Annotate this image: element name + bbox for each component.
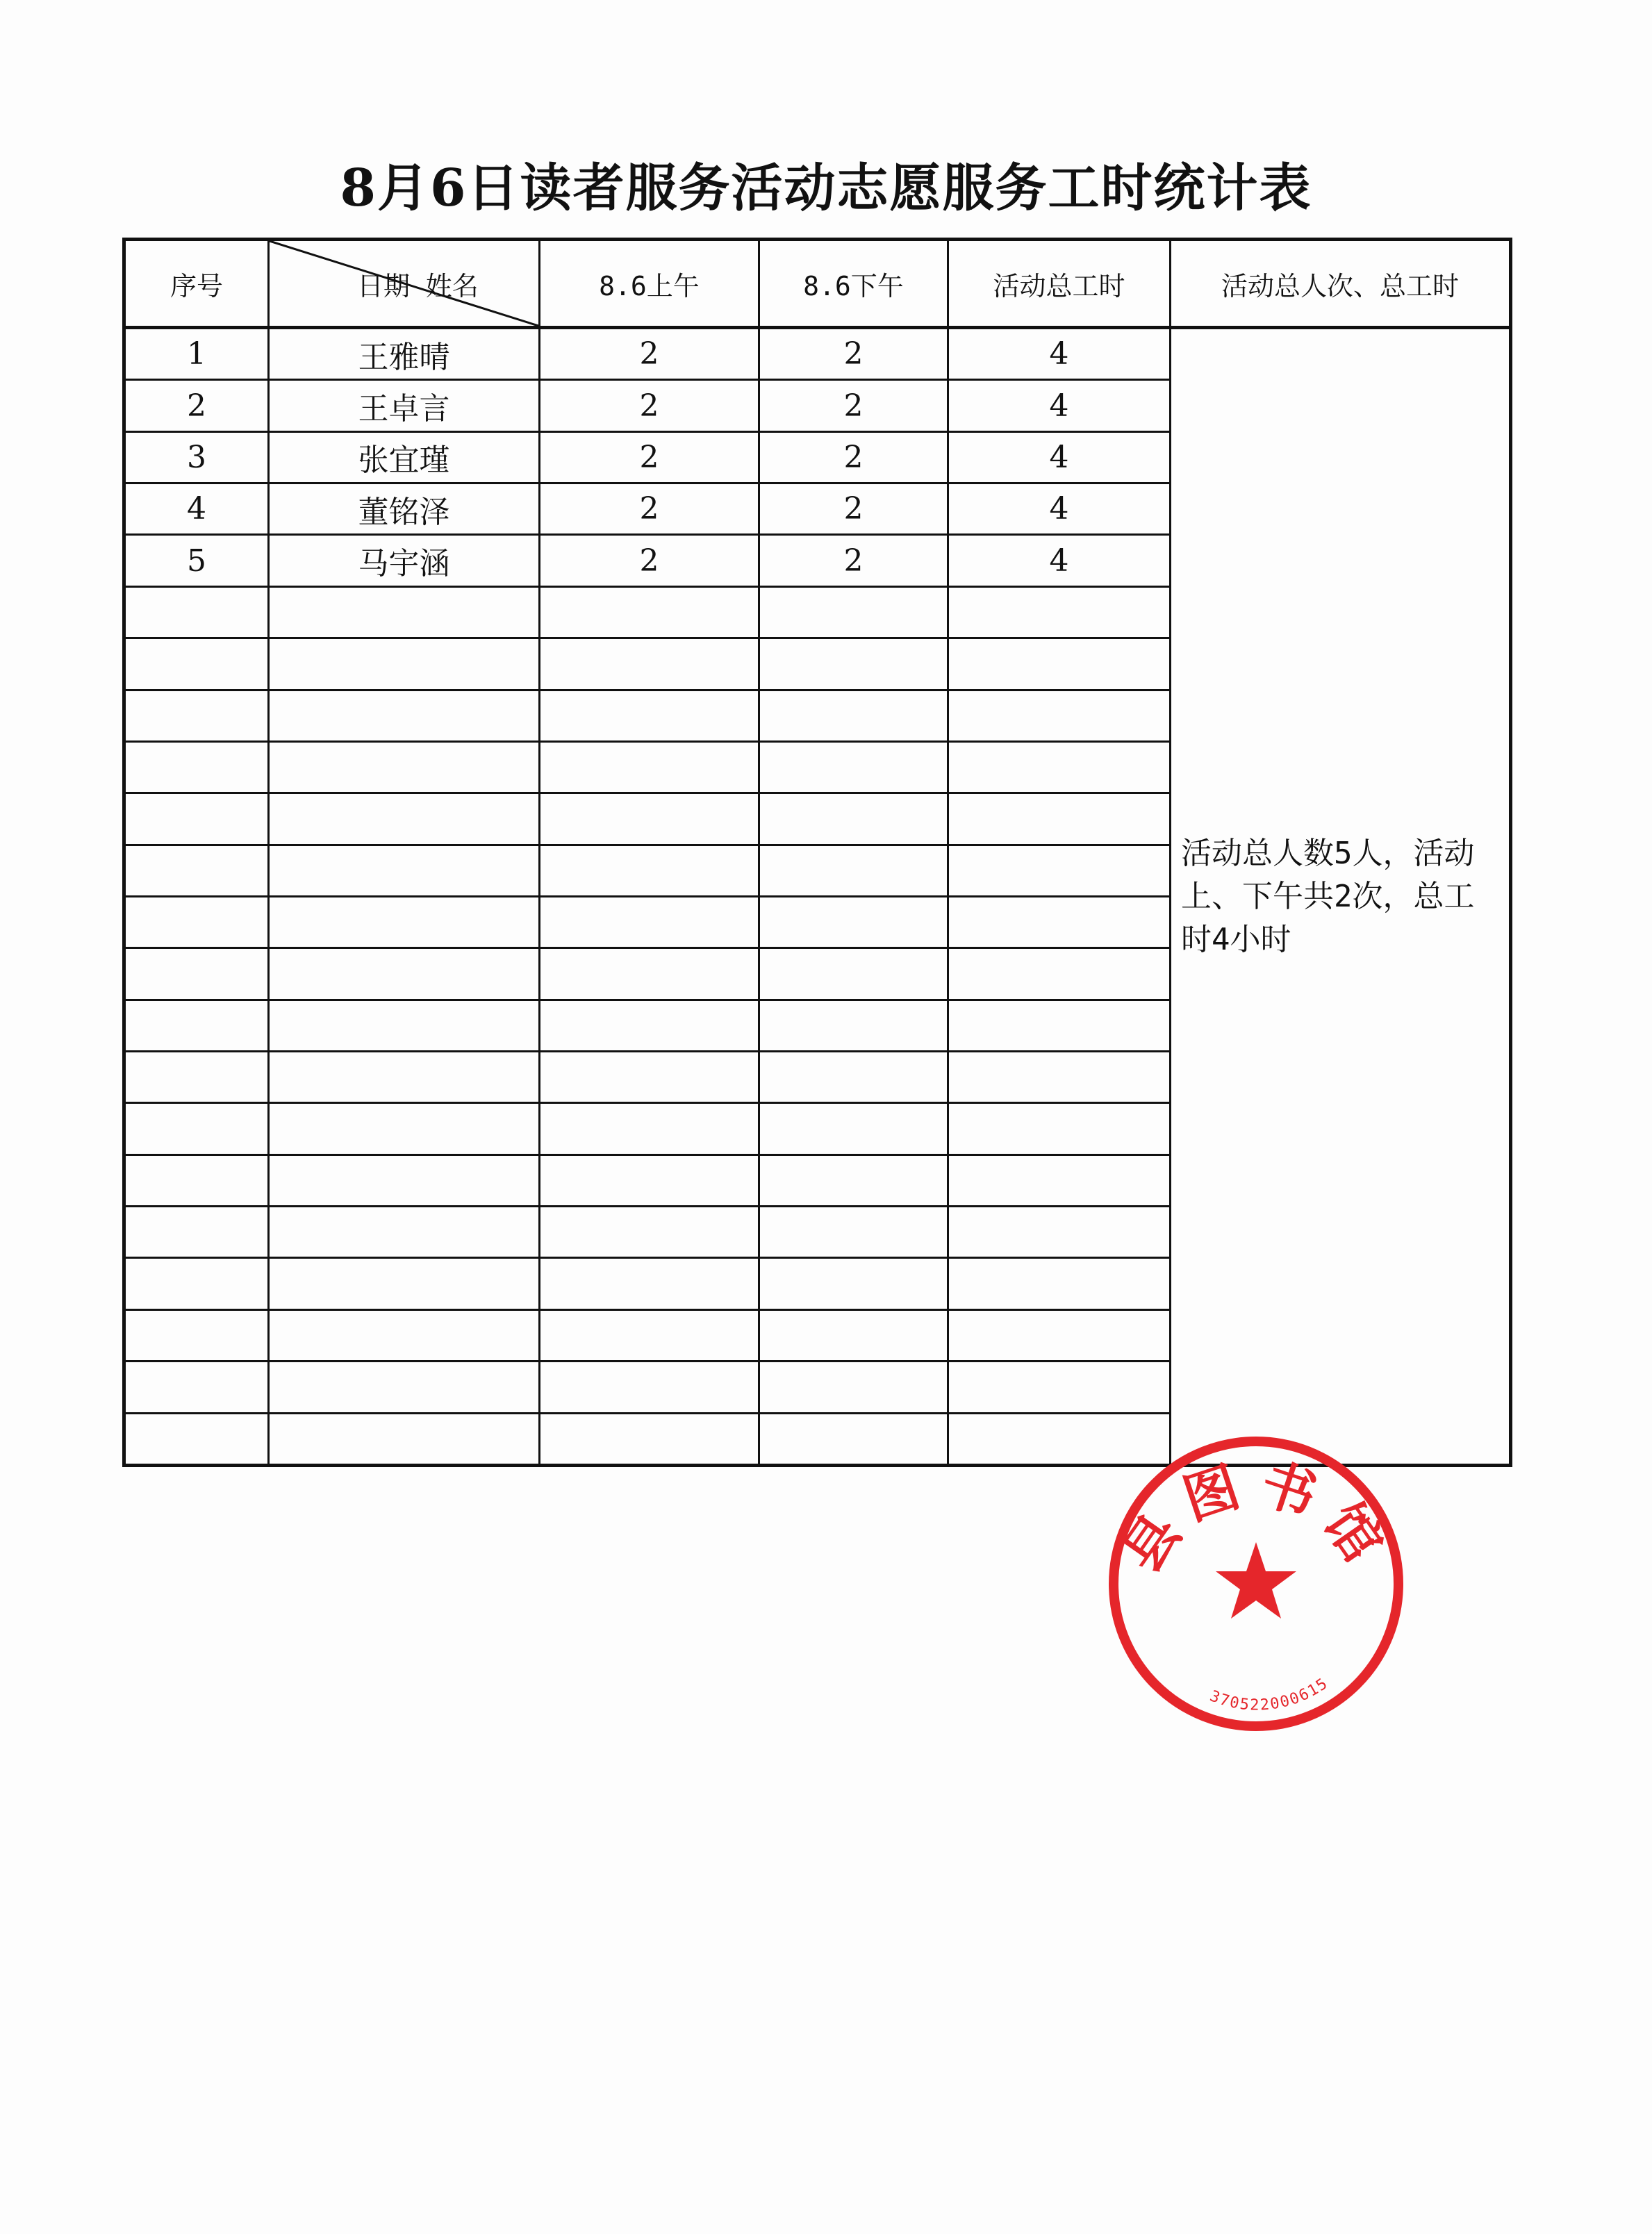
header-row [124, 240, 1511, 328]
empty-cell [540, 1000, 759, 1051]
empty-cell [540, 1413, 759, 1465]
cell-morning: 2 [540, 535, 759, 586]
empty-cell [759, 1413, 948, 1465]
empty-cell [269, 1207, 540, 1258]
header-morning: 8.6上午 [540, 240, 759, 328]
empty-cell [759, 1362, 948, 1413]
empty-cell [269, 793, 540, 845]
empty-cell [948, 638, 1171, 690]
empty-cell [124, 1309, 269, 1361]
cell-morning: 2 [540, 431, 759, 483]
empty-cell [124, 1103, 269, 1155]
cell-name: 王雅晴 [269, 328, 540, 380]
seal-code: 370522000615 [1207, 1674, 1332, 1714]
empty-cell [540, 1207, 759, 1258]
cell-name: 王卓言 [269, 380, 540, 431]
empty-cell [269, 896, 540, 948]
cell-index: 5 [124, 535, 269, 586]
empty-cell [269, 741, 540, 793]
empty-cell [948, 1207, 1171, 1258]
official-seal [1103, 1431, 1409, 1737]
empty-cell [269, 586, 540, 638]
cell-afternoon: 2 [759, 535, 948, 586]
empty-cell [948, 1362, 1171, 1413]
empty-cell [759, 793, 948, 845]
empty-cell [540, 1052, 759, 1103]
cell-morning: 2 [540, 380, 759, 431]
cell-name: 马宇涵 [269, 535, 540, 586]
cell-afternoon: 2 [759, 328, 948, 380]
empty-cell [948, 1052, 1171, 1103]
empty-cell [948, 1309, 1171, 1361]
seal-org-name: 县图书馆 [1110, 1451, 1402, 1584]
empty-cell [948, 690, 1171, 741]
header-date-name-label: 日期 姓名 [357, 270, 479, 301]
empty-cell [948, 1258, 1171, 1309]
header-index: 序号 [124, 240, 269, 328]
empty-cell [948, 1155, 1171, 1206]
empty-cell [759, 948, 948, 1000]
empty-cell [948, 845, 1171, 896]
empty-cell [540, 741, 759, 793]
document-title: 8月6日读者服务活动志愿服务工时统计表 [340, 158, 1312, 218]
empty-cell [269, 638, 540, 690]
empty-cell [759, 690, 948, 741]
empty-cell [759, 586, 948, 638]
empty-cell [540, 1103, 759, 1155]
cell-afternoon: 2 [759, 380, 948, 431]
cell-index: 3 [124, 431, 269, 483]
empty-cell [124, 1413, 269, 1465]
summary-cell: 活动总人数5人，活动上、下午共2次，总工时4小时 [1171, 328, 1511, 1466]
empty-cell [948, 948, 1171, 1000]
seal-star-icon [1216, 1542, 1296, 1619]
empty-cell [540, 690, 759, 741]
empty-cell [540, 896, 759, 948]
empty-cell [540, 1155, 759, 1206]
header-date-name [269, 240, 540, 328]
empty-cell [269, 1103, 540, 1155]
empty-cell [759, 741, 948, 793]
cell-morning: 2 [540, 328, 759, 380]
empty-cell [269, 1052, 540, 1103]
empty-cell [759, 1258, 948, 1309]
cell-total: 4 [948, 380, 1171, 431]
table-row [124, 328, 1511, 380]
empty-cell [269, 690, 540, 741]
empty-cell [759, 845, 948, 896]
cell-total: 4 [948, 535, 1171, 586]
empty-cell [948, 793, 1171, 845]
empty-cell [124, 896, 269, 948]
empty-cell [759, 1000, 948, 1051]
empty-cell [540, 1362, 759, 1413]
empty-cell [759, 638, 948, 690]
cell-index: 1 [124, 328, 269, 380]
empty-cell [124, 948, 269, 1000]
empty-cell [269, 1258, 540, 1309]
empty-cell [124, 1362, 269, 1413]
empty-cell [269, 948, 540, 1000]
empty-cell [948, 1000, 1171, 1051]
empty-cell [540, 793, 759, 845]
empty-cell [124, 1000, 269, 1051]
empty-cell [948, 741, 1171, 793]
empty-cell [124, 1258, 269, 1309]
empty-cell [124, 1207, 269, 1258]
cell-morning: 2 [540, 483, 759, 535]
empty-cell [540, 638, 759, 690]
empty-cell [948, 1103, 1171, 1155]
empty-cell [124, 1052, 269, 1103]
empty-cell [540, 586, 759, 638]
empty-cell [948, 586, 1171, 638]
cell-afternoon: 2 [759, 483, 948, 535]
empty-cell [124, 638, 269, 690]
empty-cell [124, 690, 269, 741]
empty-cell [759, 1052, 948, 1103]
cell-total: 4 [948, 483, 1171, 535]
empty-cell [269, 1155, 540, 1206]
cell-name: 张宜瑾 [269, 431, 540, 483]
header-total-hours: 活动总工时 [948, 240, 1171, 328]
empty-cell [124, 793, 269, 845]
cell-index: 2 [124, 380, 269, 431]
empty-cell [269, 1000, 540, 1051]
cell-afternoon: 2 [759, 431, 948, 483]
empty-cell [124, 845, 269, 896]
header-afternoon: 8.6下午 [759, 240, 948, 328]
empty-cell [540, 845, 759, 896]
cell-name: 董铭泽 [269, 483, 540, 535]
header-summary: 活动总人次、总工时 [1171, 240, 1511, 328]
empty-cell [759, 896, 948, 948]
empty-cell [759, 1103, 948, 1155]
empty-cell [269, 1413, 540, 1465]
empty-cell [759, 1309, 948, 1361]
empty-cell [759, 1155, 948, 1206]
empty-cell [269, 1309, 540, 1361]
empty-cell [540, 1309, 759, 1361]
empty-cell [269, 845, 540, 896]
cell-total: 4 [948, 431, 1171, 483]
cell-index: 4 [124, 483, 269, 535]
empty-cell [540, 1258, 759, 1309]
empty-cell [124, 1155, 269, 1206]
cell-total: 4 [948, 328, 1171, 380]
empty-cell [269, 1362, 540, 1413]
empty-cell [124, 741, 269, 793]
volunteer-hours-table [122, 238, 1512, 1467]
empty-cell [124, 586, 269, 638]
empty-cell [948, 896, 1171, 948]
empty-cell [759, 1207, 948, 1258]
empty-cell [540, 948, 759, 1000]
